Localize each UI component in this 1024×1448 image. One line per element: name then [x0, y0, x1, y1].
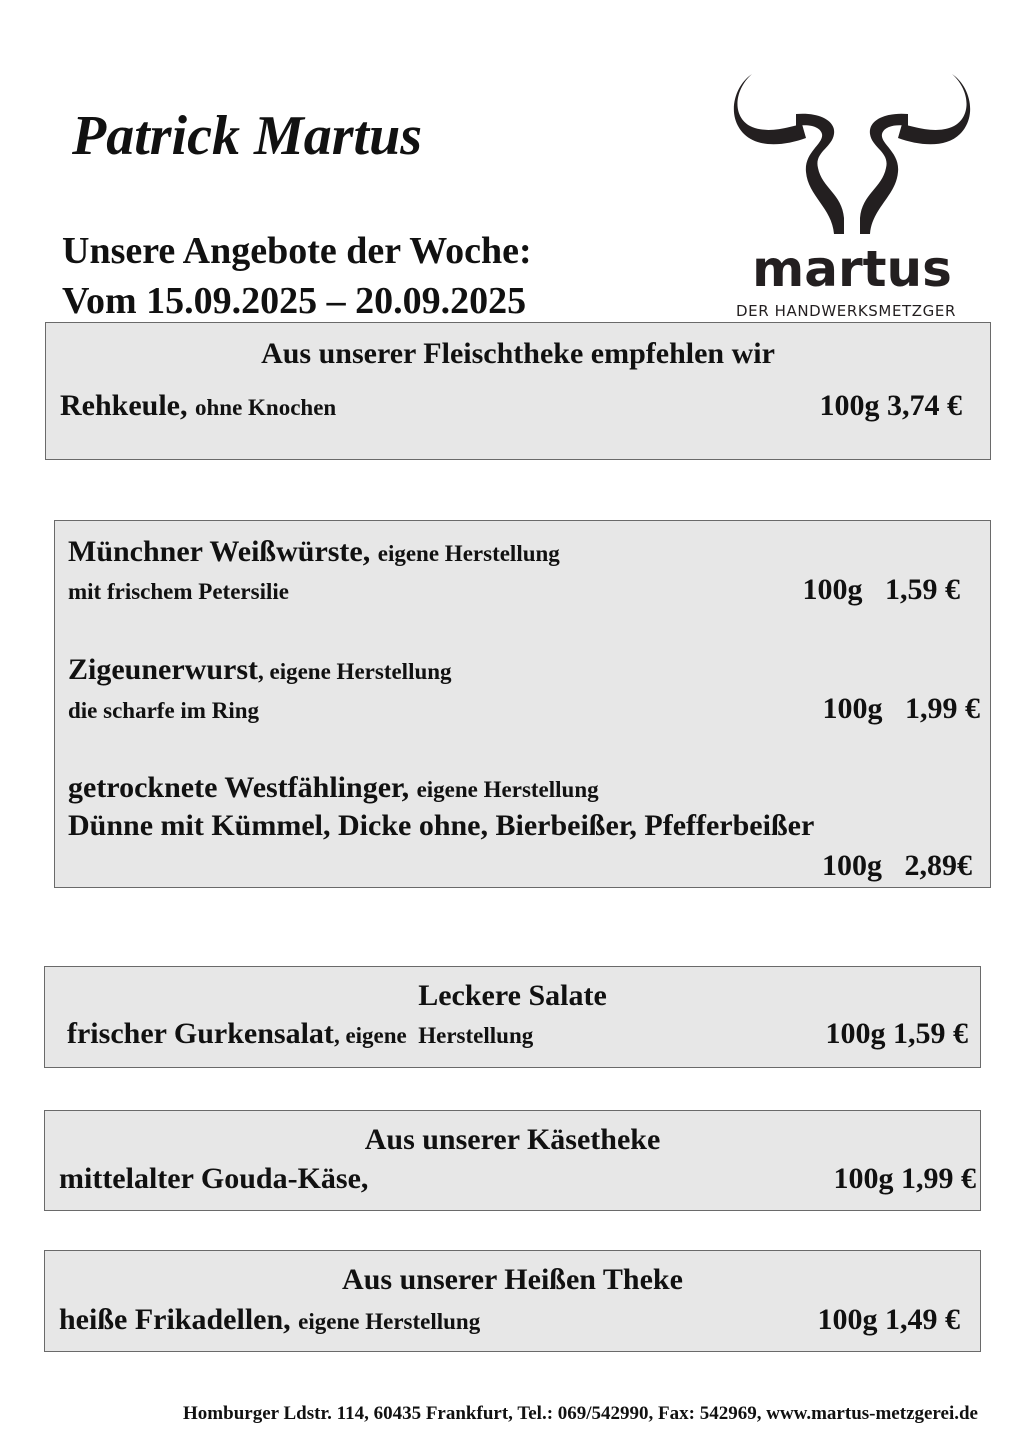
hot-item-note: eigene Herstellung	[298, 1309, 481, 1334]
sausage-item-1-price: 100g 1,59 €	[802, 573, 960, 606]
sausage-item-2-note: , eigene Herstellung	[258, 659, 452, 684]
cheese-item-name: mittelalter Gouda-Käse,	[59, 1162, 369, 1195]
sausage-item-2-price: 100g 1,99 €	[822, 692, 980, 725]
meat-item-name: Rehkeule,	[60, 389, 188, 422]
bull-head-icon	[732, 68, 972, 238]
sausage-item-3-price: 100g 2,89€	[822, 849, 972, 882]
logo-brand-name: martus	[752, 240, 952, 298]
offers-title: Unsere Angebote der Woche:	[62, 230, 532, 272]
sausage-item-2-name: Zigeunerwurst	[68, 653, 258, 686]
cheese-heading: Aus unserer Käsetheke	[364, 1123, 661, 1156]
hot-item-name: heiße Frikadellen,	[59, 1303, 291, 1336]
sausage-box	[54, 520, 991, 888]
meat-item	[60, 391, 336, 421]
sausage-item-3	[68, 773, 599, 803]
salad-heading: Leckere Salate	[418, 979, 607, 1012]
cheese-item-price: 100g 1,99 €	[833, 1162, 976, 1195]
offers-date-range: Vom 15.09.2025 – 20.09.2025	[62, 280, 527, 322]
hot-counter-heading: Aus unserer Heißen Theke	[342, 1263, 683, 1296]
meat-item-price: 100g 3,74 €	[819, 389, 962, 422]
sausage-item-1	[68, 537, 560, 567]
sausage-item-3-note: eigene Herstellung	[416, 777, 599, 802]
salad-item-name: frischer Gurkensalat	[67, 1017, 334, 1050]
meat-counter-box	[45, 322, 991, 460]
logo-tagline: DER HANDWERKSMETZGER	[736, 302, 957, 320]
sausage-item-2-detail: die scharfe im Ring	[68, 698, 260, 723]
sausage-item-1-detail: mit frischem Petersilie	[68, 579, 289, 604]
salad-item	[67, 1019, 533, 1049]
meat-counter-heading: Aus unserer Fleischtheke empfehlen wir	[261, 337, 775, 370]
sausage-item-1-name: Münchner Weißwürste,	[68, 535, 371, 568]
shop-owner-name: Patrick Martus	[72, 105, 423, 167]
salad-item-note: , eigene Herstellung	[333, 1023, 534, 1048]
sausage-item-2	[68, 655, 452, 685]
meat-item-note: ohne Knochen	[195, 395, 337, 420]
sausage-item-1-note: eigene Herstellung	[377, 541, 560, 566]
sausage-item-3-name: getrocknete Westfählinger,	[68, 771, 410, 804]
hot-counter-box	[44, 1250, 981, 1352]
footer-address: Homburger Ldstr. 114, 60435 Frankfurt, Tel.: 069/542990, Fax: 542969, www.martus-metzgerei.de	[183, 1403, 978, 1424]
martus-logo	[732, 68, 982, 328]
salad-item-price: 100g 1,59 €	[825, 1017, 968, 1050]
hot-item	[59, 1305, 480, 1335]
cheese-box	[44, 1110, 981, 1211]
hot-item-price: 100g 1,49 €	[817, 1303, 960, 1336]
sausage-item-3-detail: Dünne mit Kümmel, Dicke ohne, Bierbeißer, Pfefferbeißer	[68, 809, 815, 842]
salad-box	[44, 966, 981, 1068]
